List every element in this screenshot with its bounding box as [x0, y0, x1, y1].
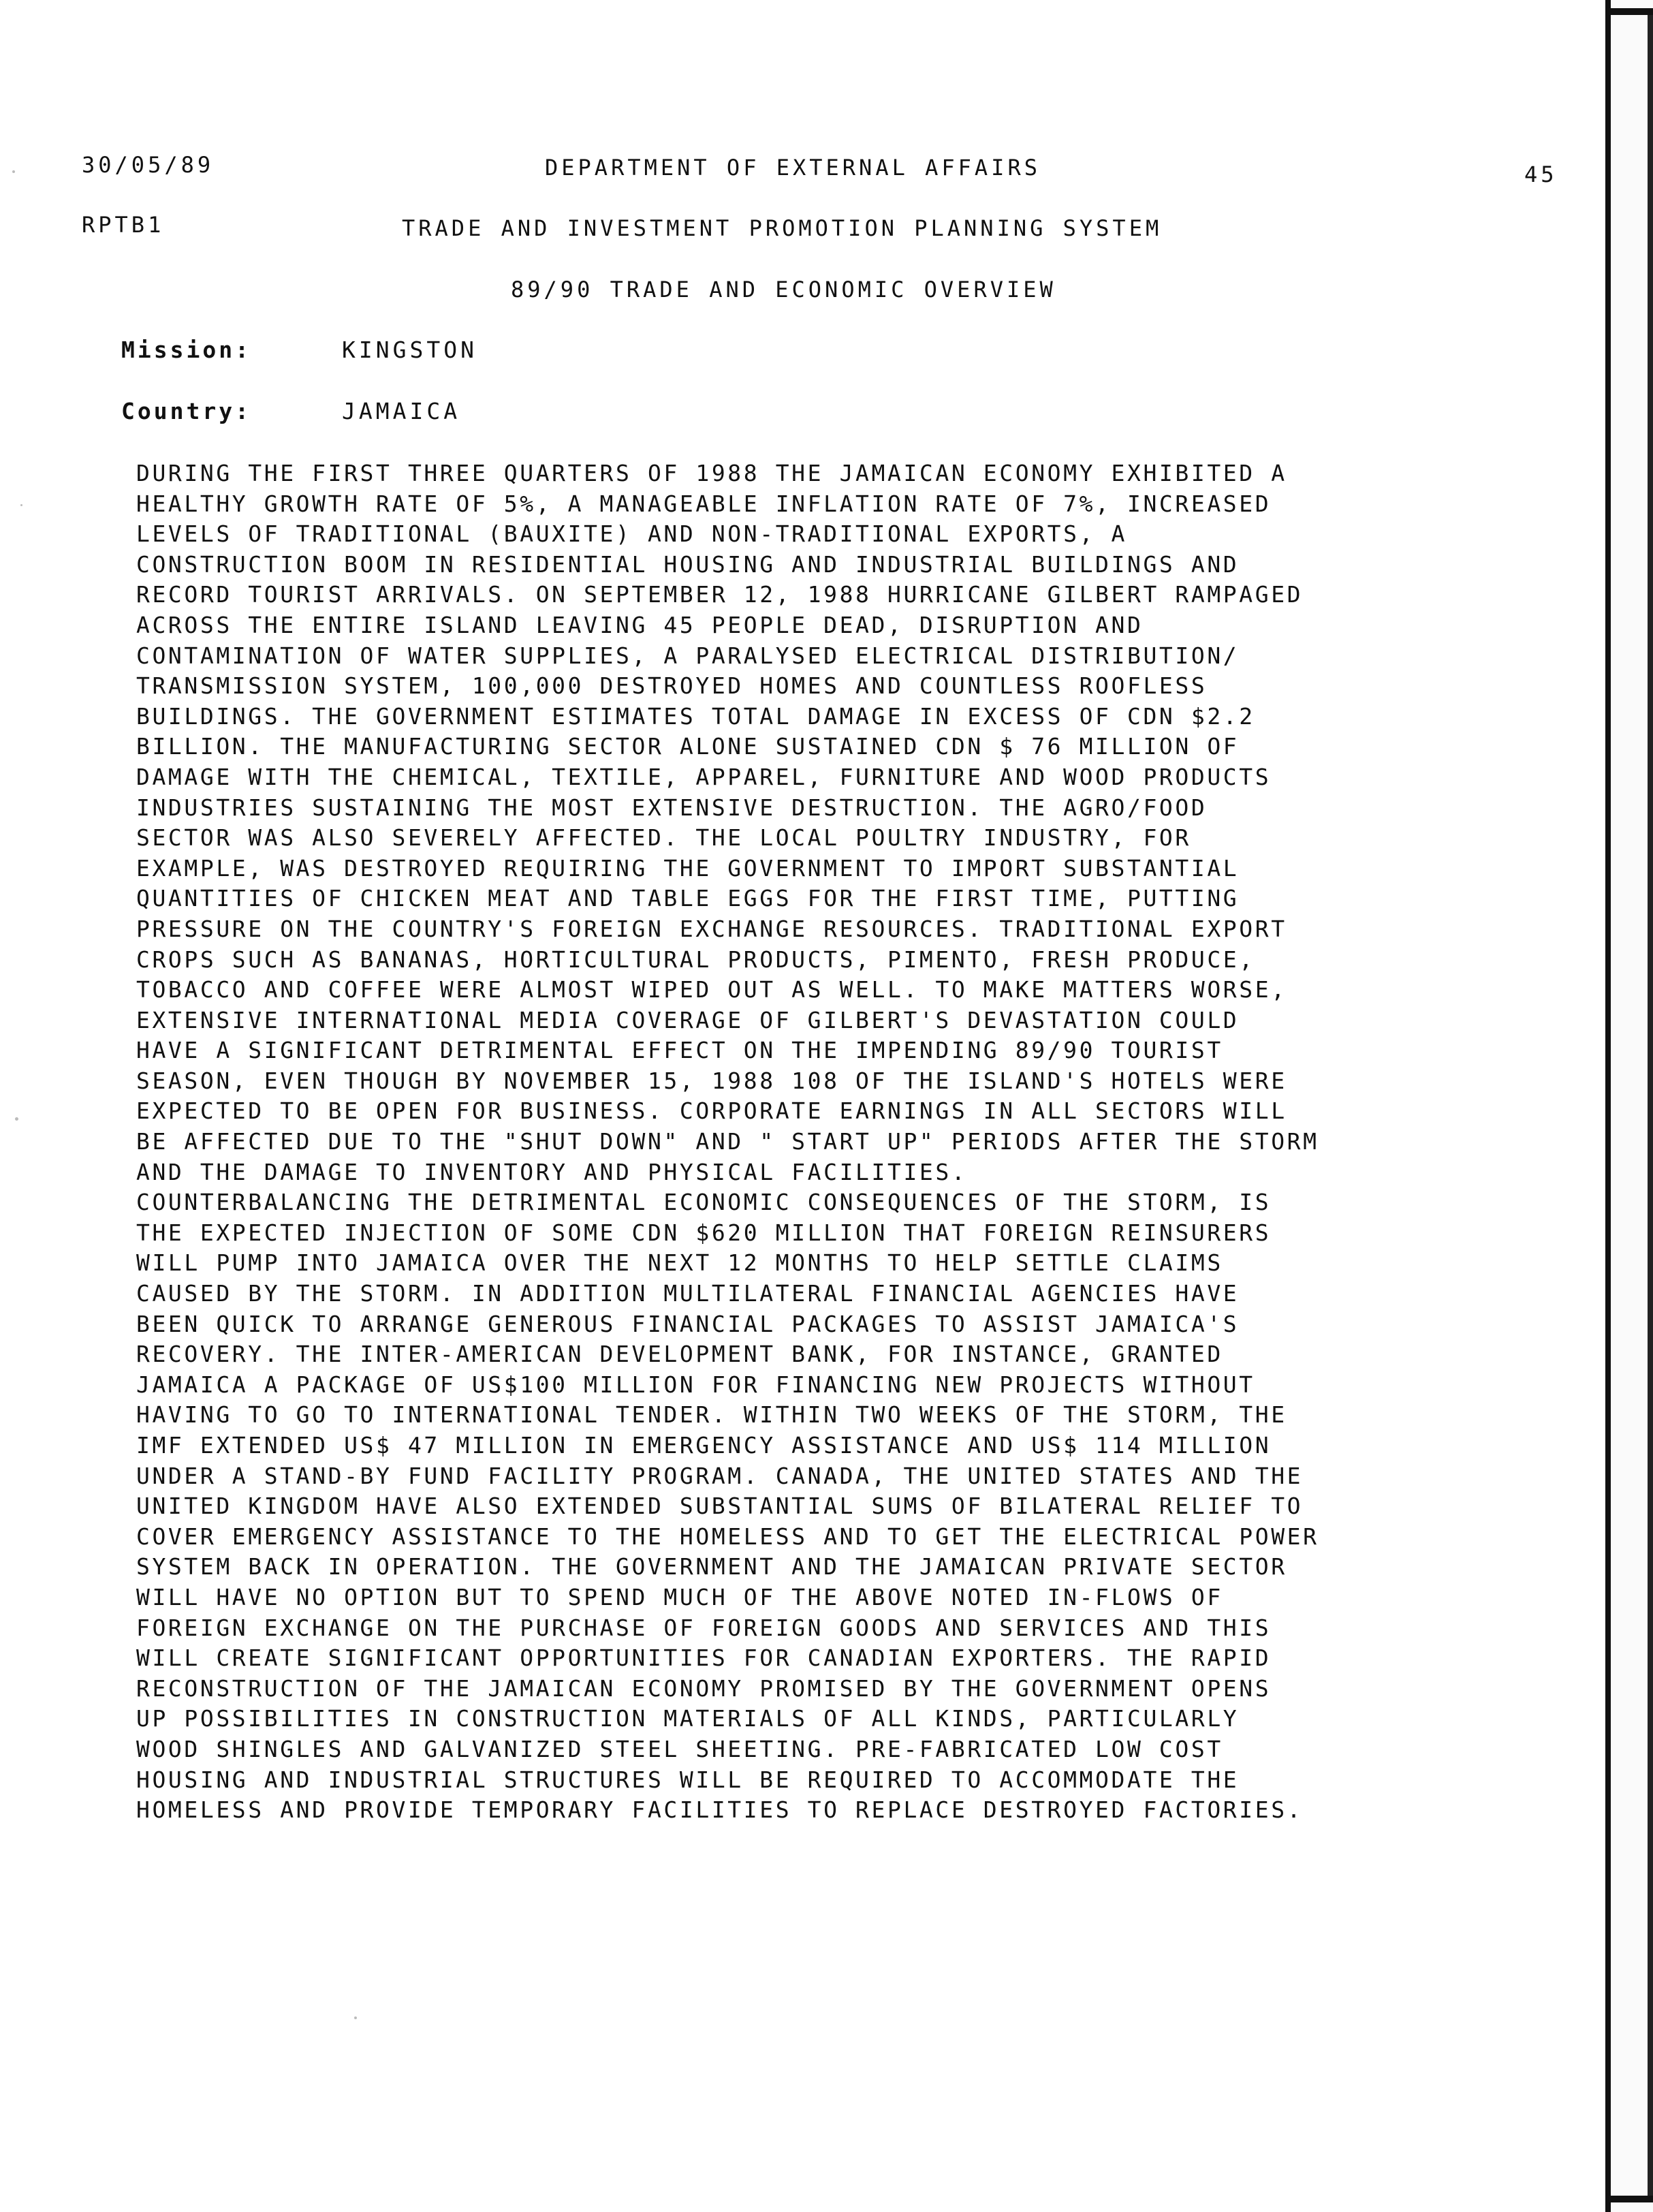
- body-line: SECTOR WAS ALSO SEVERELY AFFECTED. THE LOCAL POULTRY INDUSTRY, FOR: [136, 824, 1191, 852]
- body-line: BEEN QUICK TO ARRANGE GENEROUS FINANCIAL PACKAGES TO ASSIST JAMAICA'S: [136, 1310, 1240, 1337]
- binder-edge: [1605, 0, 1653, 2212]
- body-line: WILL PUMP INTO JAMAICA OVER THE NEXT 12 MONTHS TO HELP SETTLE CLAIMS: [136, 1249, 1223, 1277]
- body-line: WILL HAVE NO OPTION BUT TO SPEND MUCH OF THE ABOVE NOTED IN-FLOWS OF: [136, 1583, 1223, 1610]
- binder-cap-top: [1605, 8, 1653, 15]
- body-line: WOOD SHINGLES AND GALVANIZED STEEL SHEETING. PRE-FABRICATED LOW COST: [136, 1735, 1223, 1762]
- report-code: RPTB1: [82, 212, 165, 238]
- scan-speck: [354, 2016, 357, 2019]
- body-line: RECONSTRUCTION OF THE JAMAICAN ECONOMY PROMISED BY THE GOVERNMENT OPENS: [136, 1674, 1272, 1702]
- body-line: RECOVERY. THE INTER-AMERICAN DEVELOPMENT BANK, FOR INSTANCE, GRANTED: [136, 1341, 1223, 1368]
- body-line: TOBACCO AND COFFEE WERE ALMOST WIPED OUT AS WELL. TO MAKE MATTERS WORSE,: [136, 976, 1287, 1003]
- body-line: EXPECTED TO BE OPEN FOR BUSINESS. CORPORATE EARNINGS IN ALL SECTORS WILL: [136, 1097, 1287, 1125]
- body-line: THE EXPECTED INJECTION OF SOME CDN $620 MILLION THAT FOREIGN REINSURERS: [136, 1219, 1272, 1246]
- department-title: DEPARTMENT OF EXTERNAL AFFAIRS: [545, 155, 1041, 181]
- report-date: 30/05/89: [82, 152, 215, 178]
- mission-label: Mission:: [121, 337, 251, 363]
- country-label: Country:: [121, 398, 251, 424]
- body-line: UNDER A STAND-BY FUND FACILITY PROGRAM. CANADA, THE UNITED STATES AND THE: [136, 1462, 1304, 1489]
- country-value: JAMAICA: [342, 398, 461, 424]
- binder-line-inner: [1648, 14, 1653, 2200]
- body-line: UP POSSIBILITIES IN CONSTRUCTION MATERIALS OF ALL KINDS, PARTICULARLY: [136, 1705, 1240, 1732]
- body-line: SYSTEM BACK IN OPERATION. THE GOVERNMENT AND THE JAMAICAN PRIVATE SECTOR: [136, 1553, 1287, 1580]
- body-line: CONTAMINATION OF WATER SUPPLIES, A PARALYSED ELECTRICAL DISTRIBUTION/: [136, 642, 1240, 669]
- body-line: SEASON, EVEN THOUGH BY NOVEMBER 15, 1988 108 OF THE ISLAND'S HOTELS WERE: [136, 1067, 1287, 1094]
- body-line: JAMAICA A PACKAGE OF US$100 MILLION FOR FINANCING NEW PROJECTS WITHOUT: [136, 1371, 1255, 1398]
- body-line: ACROSS THE ENTIRE ISLAND LEAVING 45 PEOPLE DEAD, DISRUPTION AND: [136, 611, 1144, 638]
- body-line: BILLION. THE MANUFACTURING SECTOR ALONE SUSTAINED CDN $ 76 MILLION OF: [136, 733, 1240, 760]
- body-line: HEALTHY GROWTH RATE OF 5%, A MANAGEABLE INFLATION RATE OF 7%, INCREASED: [136, 490, 1272, 517]
- body-line: LEVELS OF TRADITIONAL (BAUXITE) AND NON-TRADITIONAL EXPORTS, A: [136, 520, 1127, 548]
- body-line: BE AFFECTED DUE TO THE "SHUT DOWN" AND " START UP" PERIODS AFTER THE STORM: [136, 1128, 1319, 1155]
- body-line: INDUSTRIES SUSTAINING THE MOST EXTENSIVE DESTRUCTION. THE AGRO/FOOD: [136, 794, 1208, 821]
- body-line: CAUSED BY THE STORM. IN ADDITION MULTILATERAL FINANCIAL AGENCIES HAVE: [136, 1280, 1240, 1307]
- binder-cap-bottom: [1605, 2196, 1653, 2202]
- body-line: UNITED KINGDOM HAVE ALSO EXTENDED SUBSTANTIAL SUMS OF BILATERAL RELIEF TO: [136, 1493, 1304, 1520]
- body-line: EXTENSIVE INTERNATIONAL MEDIA COVERAGE OF GILBERT'S DEVASTATION COULD: [136, 1006, 1240, 1033]
- page-number: 45: [1524, 161, 1558, 187]
- mission-value: KINGSTON: [342, 337, 477, 363]
- scan-speck: [15, 1117, 18, 1121]
- body-line: COUNTERBALANCING THE DETRIMENTAL ECONOMIC CONSEQUENCES OF THE STORM, IS: [136, 1189, 1272, 1216]
- body-line: COVER EMERGENCY ASSISTANCE TO THE HOMELESS AND TO GET THE ELECTRICAL POWER: [136, 1523, 1319, 1550]
- body-line: CONSTRUCTION BOOM IN RESIDENTIAL HOUSING AND INDUSTRIAL BUILDINGS AND: [136, 550, 1240, 578]
- body-line: FOREIGN EXCHANGE ON THE PURCHASE OF FOREIGN GOODS AND SERVICES AND THIS: [136, 1614, 1272, 1641]
- body-line: HOMELESS AND PROVIDE TEMPORARY FACILITIES TO REPLACE DESTROYED FACTORIES.: [136, 1796, 1304, 1824]
- body-line: EXAMPLE, WAS DESTROYED REQUIRING THE GOVERNMENT TO IMPORT SUBSTANTIAL: [136, 854, 1240, 882]
- body-line: HAVE A SIGNIFICANT DETRIMENTAL EFFECT ON THE IMPENDING 89/90 TOURIST: [136, 1037, 1223, 1064]
- body-line: BUILDINGS. THE GOVERNMENT ESTIMATES TOTAL DAMAGE IN EXCESS OF CDN $2.2: [136, 702, 1255, 730]
- overview-body: [136, 458, 1519, 1826]
- scan-speck: [12, 170, 15, 173]
- body-line: IMF EXTENDED US$ 47 MILLION IN EMERGENCY ASSISTANCE AND US$ 114 MILLION: [136, 1432, 1272, 1459]
- body-line: HAVING TO GO TO INTERNATIONAL TENDER. WITHIN TWO WEEKS OF THE STORM, THE: [136, 1401, 1287, 1429]
- body-line: AND THE DAMAGE TO INVENTORY AND PHYSICAL FACILITIES.: [136, 1158, 968, 1185]
- body-line: RECORD TOURIST ARRIVALS. ON SEPTEMBER 12, 1988 HURRICANE GILBERT RAMPAGED: [136, 581, 1304, 608]
- body-line: PRESSURE ON THE COUNTRY'S FOREIGN EXCHANGE RESOURCES. TRADITIONAL EXPORT: [136, 915, 1287, 942]
- binder-line-outer: [1605, 0, 1611, 2212]
- overview-title: 89/90 TRADE AND ECONOMIC OVERVIEW: [511, 277, 1056, 302]
- body-line: HOUSING AND INDUSTRIAL STRUCTURES WILL BE REQUIRED TO ACCOMMODATE THE: [136, 1766, 1240, 1793]
- body-line: QUANTITIES OF CHICKEN MEAT AND TABLE EGGS FOR THE FIRST TIME, PUTTING: [136, 885, 1240, 912]
- body-line: TRANSMISSION SYSTEM, 100,000 DESTROYED HOMES AND COUNTLESS ROOFLESS: [136, 672, 1208, 700]
- body-line: DAMAGE WITH THE CHEMICAL, TEXTILE, APPAREL, FURNITURE AND WOOD PRODUCTS: [136, 763, 1272, 790]
- scan-speck: [20, 504, 22, 506]
- body-line: DURING THE FIRST THREE QUARTERS OF 1988 THE JAMAICAN ECONOMY EXHIBITED A: [136, 460, 1287, 486]
- body-line: CROPS SUCH AS BANANAS, HORTICULTURAL PRODUCTS, PIMENTO, FRESH PRODUCE,: [136, 946, 1255, 973]
- system-title: TRADE AND INVESTMENT PROMOTION PLANNING SYSTEM: [402, 215, 1163, 241]
- body-line: WILL CREATE SIGNIFICANT OPPORTUNITIES FOR CANADIAN EXPORTERS. THE RAPID: [136, 1645, 1272, 1672]
